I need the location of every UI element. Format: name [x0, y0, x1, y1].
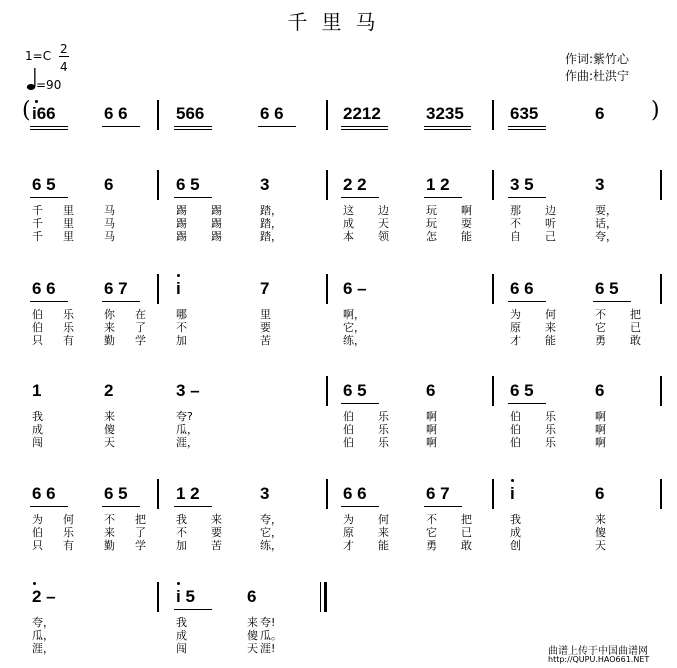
note-group: 6 5 — [510, 381, 534, 400]
lyric-syllable: 成 — [510, 526, 521, 539]
site-credit-line2: http://QUPU.HAO661.NET — [548, 655, 650, 664]
bar-line — [660, 376, 662, 406]
bar-line — [157, 170, 159, 200]
eighth-underline — [424, 197, 462, 198]
lyric-syllable: 能 — [545, 334, 556, 347]
intro-underline — [258, 126, 296, 127]
eighth-underline — [174, 197, 212, 198]
lyric-syllable: 它， — [343, 321, 365, 334]
high-octave-dot — [511, 479, 514, 482]
lyric-syllable: 瓜。 — [260, 629, 282, 642]
bar-line — [660, 170, 662, 200]
lyric-syllable: 哪 — [176, 308, 187, 321]
lyric-syllable: 成 — [176, 629, 187, 642]
lyric-syllable: 伯 — [32, 321, 43, 334]
lyric-syllable: 为 — [32, 513, 43, 526]
lyric-syllable: 能 — [461, 230, 472, 243]
note-group: 6 6 — [32, 279, 56, 298]
time-signature-bottom: 4 — [60, 60, 68, 74]
intro-note-635: 635 — [510, 104, 539, 123]
lyric-syllable: 话， — [595, 217, 617, 230]
lyric-syllable: 傻 — [104, 423, 115, 436]
intro-open-paren: ( — [22, 98, 31, 123]
bar-line — [660, 479, 662, 509]
lyric-syllable: 马 — [104, 217, 115, 230]
lyric-syllable: 来 — [545, 321, 556, 334]
lyric-syllable: 加 — [176, 334, 187, 347]
bar-line — [326, 100, 328, 130]
lyric-syllable: 这 — [343, 204, 354, 217]
high-octave-dot — [177, 582, 180, 585]
lyric-syllable: 不 — [176, 526, 187, 539]
intro-note-566: 566 — [176, 104, 205, 123]
note-group: 6 5 — [343, 381, 367, 400]
intro-underline — [30, 129, 68, 130]
song-title: 千里马 — [287, 10, 390, 34]
eighth-underline — [30, 301, 68, 302]
eighth-underline — [508, 197, 546, 198]
eighth-underline — [341, 506, 379, 507]
lyric-syllable: 啊 — [426, 423, 437, 436]
lyric-syllable: 啊 — [595, 410, 606, 423]
note-group: 3 – — [176, 381, 200, 400]
lyric-syllable: 乐 — [63, 526, 74, 539]
intro-underline — [508, 129, 546, 130]
intro-underline — [508, 126, 546, 127]
lyric-syllable: 把 — [461, 513, 472, 526]
note-group: 6 5 — [595, 279, 619, 298]
note-group: 6 — [595, 381, 605, 400]
eighth-underline — [30, 506, 68, 507]
lyric-syllable: 里 — [260, 308, 271, 321]
lyric-syllable: 了 — [135, 526, 146, 539]
lyric-syllable: 乐 — [545, 423, 556, 436]
intro-underline — [424, 126, 471, 127]
bar-line — [492, 274, 494, 304]
eighth-underline — [593, 301, 631, 302]
lyric-syllable: 不 — [176, 321, 187, 334]
lyric-syllable: 踢 — [211, 217, 222, 230]
lyric-syllable: 里 — [63, 230, 74, 243]
lyric-syllable: 里 — [63, 204, 74, 217]
lyric-syllable: 踏， — [260, 217, 282, 230]
note-group: 3 — [260, 175, 270, 194]
lyric-syllable: 马 — [104, 204, 115, 217]
lyric-syllable: 我 — [510, 513, 521, 526]
lyric-syllable: 来 — [104, 410, 115, 423]
key-signature: 1=C — [25, 49, 52, 63]
lyric-syllable: 伯 — [32, 308, 43, 321]
lyric-syllable: 有 — [63, 334, 74, 347]
lyric-syllable: 创 — [510, 539, 521, 552]
bar-line — [157, 479, 159, 509]
lyricist-credit: 作词:紫竹心 — [565, 52, 630, 66]
lyric-syllable: 把 — [135, 513, 146, 526]
lyric-syllable: 傻 — [247, 629, 258, 642]
note-group: 1 2 — [426, 175, 450, 194]
lyric-syllable: 耍 — [461, 217, 472, 230]
note-group: 6 6 — [32, 484, 56, 503]
lyric-syllable: 成 — [343, 217, 354, 230]
note-group: 6 7 — [426, 484, 450, 503]
lyric-syllable: 来 — [378, 526, 389, 539]
note-group: 6 5 — [104, 484, 128, 503]
lyric-syllable: 我 — [176, 616, 187, 629]
intro-underline — [30, 126, 68, 127]
lyric-syllable: 乐 — [545, 410, 556, 423]
lyric-syllable: 乐 — [378, 436, 389, 449]
lyric-syllable: 啊， — [343, 308, 365, 321]
eighth-underline — [341, 197, 379, 198]
lyric-syllable: 已 — [461, 526, 472, 539]
note-group: i — [176, 279, 181, 298]
lyric-syllable: 啊 — [426, 410, 437, 423]
bar-line — [157, 274, 159, 304]
lyric-syllable: 本 — [343, 230, 354, 243]
lyric-syllable: 伯 — [32, 526, 43, 539]
lyric-syllable: 敢 — [630, 334, 641, 347]
lyric-syllable: 夸， — [32, 616, 54, 629]
lyric-syllable: 边 — [378, 204, 389, 217]
eighth-underline — [508, 301, 546, 302]
intro-underline — [341, 126, 388, 127]
note-group: i — [510, 484, 515, 503]
lyric-syllable: 啊 — [595, 423, 606, 436]
final-barline-thin — [320, 582, 321, 612]
lyric-syllable: 要 — [211, 526, 222, 539]
lyric-syllable: 乐 — [545, 436, 556, 449]
lyric-syllable: 夸! — [260, 616, 276, 629]
lyric-syllable: 要 — [260, 321, 271, 334]
bar-line — [492, 479, 494, 509]
lyric-syllable: 何 — [545, 308, 556, 321]
lyric-syllable: 了 — [135, 321, 146, 334]
intro-note-6-6b: 6 6 — [260, 104, 284, 123]
lyric-syllable: 苦 — [260, 334, 271, 347]
lyric-syllable: 踢 — [211, 204, 222, 217]
lyric-syllable: 为 — [510, 308, 521, 321]
lyric-syllable: 在 — [135, 308, 146, 321]
time-signature-top: 2 — [60, 42, 68, 56]
lyric-syllable: 千 — [32, 204, 43, 217]
note-group: 6 — [595, 484, 605, 503]
lyric-syllable: 千 — [32, 230, 43, 243]
lyric-syllable: 自 — [510, 230, 521, 243]
note-group: 2 – — [32, 587, 56, 606]
lyric-syllable: 才 — [343, 539, 354, 552]
lyric-syllable: 不 — [510, 217, 521, 230]
lyric-syllable: 踢 — [176, 204, 187, 217]
lyric-syllable: 乐 — [63, 308, 74, 321]
lyric-syllable: 勇 — [595, 334, 606, 347]
lyric-syllable: 不 — [104, 513, 115, 526]
lyric-syllable: 踏， — [260, 230, 282, 243]
note-group: 7 — [260, 279, 270, 298]
lyric-syllable: 来 — [595, 513, 606, 526]
bar-line — [492, 100, 494, 130]
bar-line — [326, 274, 328, 304]
lyric-syllable: 学 — [135, 539, 146, 552]
intro-high-dot — [35, 100, 38, 103]
lyric-syllable: 啊 — [595, 436, 606, 449]
lyric-syllable: 有 — [63, 539, 74, 552]
lyric-syllable: 乐 — [378, 423, 389, 436]
lyric-syllable: 加 — [176, 539, 187, 552]
intro-underline — [102, 126, 140, 127]
lyric-syllable: 天 — [595, 539, 606, 552]
intro-underline — [174, 126, 212, 127]
final-barline-thick — [324, 582, 327, 612]
lyric-syllable: 天 — [247, 642, 258, 655]
lyric-syllable: 啊 — [461, 204, 472, 217]
lyric-syllable: 夸， — [595, 230, 617, 243]
intro-note-i66: i66 — [32, 104, 56, 123]
lyric-syllable: 成 — [32, 423, 43, 436]
lyric-syllable: 来 — [211, 513, 222, 526]
bar-line — [157, 582, 159, 612]
note-group: 6 5 — [32, 175, 56, 194]
lyric-syllable: 闯 — [176, 642, 187, 655]
lyric-syllable: 勤 — [104, 334, 115, 347]
lyric-syllable: 瓜， — [176, 423, 198, 436]
lyric-syllable: 领 — [378, 230, 389, 243]
lyric-syllable: 涯， — [32, 642, 54, 655]
lyric-syllable: 我 — [176, 513, 187, 526]
lyric-syllable: 马 — [104, 230, 115, 243]
lyric-syllable: 它 — [595, 321, 606, 334]
lyric-syllable: 怎 — [426, 230, 437, 243]
lyric-syllable: 己 — [545, 230, 556, 243]
bar-line — [326, 170, 328, 200]
lyric-syllable: 天 — [104, 436, 115, 449]
lyric-syllable: 那 — [510, 204, 521, 217]
lyric-syllable: 傻 — [595, 526, 606, 539]
lyric-syllable: 玩 — [426, 204, 437, 217]
bar-line — [157, 100, 159, 130]
intro-note-3235: 3235 — [426, 104, 464, 123]
lyric-syllable: 能 — [378, 539, 389, 552]
eighth-underline — [174, 506, 212, 507]
lyric-syllable: 伯 — [343, 423, 354, 436]
lyric-syllable: 伯 — [343, 436, 354, 449]
lyric-syllable: 玩 — [426, 217, 437, 230]
lyric-syllable: 踏， — [260, 204, 282, 217]
eighth-underline — [102, 506, 140, 507]
lyric-syllable: 练， — [260, 539, 282, 552]
site-credit-line1: 曲谱上传于中国曲谱网 — [548, 646, 648, 657]
intro-note-2212: 2212 — [343, 104, 381, 123]
lyric-syllable: 闯 — [32, 436, 43, 449]
lyric-syllable: 千 — [32, 217, 43, 230]
lyric-syllable: 伯 — [343, 410, 354, 423]
lyric-syllable: 它 — [426, 526, 437, 539]
lyric-syllable: 不 — [595, 308, 606, 321]
intro-close-paren: ) — [651, 98, 660, 123]
intro-underline — [341, 129, 388, 130]
lyric-syllable: 啊 — [426, 436, 437, 449]
lyric-syllable: 勇 — [426, 539, 437, 552]
note-group: 6 — [426, 381, 436, 400]
lyric-syllable: 耍， — [595, 204, 617, 217]
lyric-syllable: 不 — [426, 513, 437, 526]
note-group: 6 5 — [176, 175, 200, 194]
lyric-syllable: 踢 — [211, 230, 222, 243]
note-group: 3 5 — [510, 175, 534, 194]
note-group: 2 — [104, 381, 114, 400]
eighth-underline — [102, 301, 140, 302]
lyric-syllable: 伯 — [510, 423, 521, 436]
eighth-underline — [508, 403, 546, 404]
lyric-syllable: 涯， — [176, 436, 198, 449]
lyric-syllable: 只 — [32, 539, 43, 552]
lyric-syllable: 涯! — [260, 642, 276, 655]
intro-underline — [424, 129, 471, 130]
note-group: 6 – — [343, 279, 367, 298]
lyric-syllable: 为 — [343, 513, 354, 526]
lyric-syllable: 夸? — [176, 410, 193, 423]
note-group: 2 2 — [343, 175, 367, 194]
lyric-syllable: 何 — [63, 513, 74, 526]
intro-note-6-6a: 6 6 — [104, 104, 128, 123]
time-signature-line — [59, 56, 69, 57]
intro-note-6: 6 — [595, 104, 605, 123]
lyric-syllable: 天 — [378, 217, 389, 230]
lyric-syllable: 乐 — [63, 321, 74, 334]
lyric-syllable: 我 — [32, 410, 43, 423]
tempo-marking: =90 — [36, 78, 62, 92]
note-group: 6 7 — [104, 279, 128, 298]
lyric-syllable: 里 — [63, 217, 74, 230]
lyric-syllable: 夸， — [260, 513, 282, 526]
high-octave-dot — [177, 274, 180, 277]
lyric-syllable: 边 — [545, 204, 556, 217]
eighth-underline — [174, 609, 212, 610]
lyric-syllable: 来 — [104, 526, 115, 539]
eighth-underline — [30, 197, 68, 198]
note-group: 6 — [247, 587, 257, 606]
lyric-syllable: 你 — [104, 308, 115, 321]
bar-line — [326, 376, 328, 406]
lyric-syllable: 踢 — [176, 230, 187, 243]
lyric-syllable: 已 — [630, 321, 641, 334]
bar-line — [492, 376, 494, 406]
lyric-syllable: 学 — [135, 334, 146, 347]
note-group: 1 2 — [176, 484, 200, 503]
note-group: 6 6 — [343, 484, 367, 503]
lyric-syllable: 来 — [104, 321, 115, 334]
intro-underline — [174, 129, 212, 130]
lyric-syllable: 伯 — [510, 436, 521, 449]
lyric-syllable: 勤 — [104, 539, 115, 552]
lyric-syllable: 原 — [510, 321, 521, 334]
note-group: 6 — [104, 175, 114, 194]
eighth-underline — [341, 403, 379, 404]
lyric-syllable: 伯 — [510, 410, 521, 423]
lyric-syllable: 踢 — [176, 217, 187, 230]
lyric-syllable: 只 — [32, 334, 43, 347]
lyric-syllable: 把 — [630, 308, 641, 321]
lyric-syllable: 敢 — [461, 539, 472, 552]
lyric-syllable: 听 — [545, 217, 556, 230]
note-group: i 5 — [176, 587, 195, 606]
lyric-syllable: 练， — [343, 334, 365, 347]
bar-line — [326, 479, 328, 509]
lyric-syllable: 来 — [247, 616, 258, 629]
lyric-syllable: 原 — [343, 526, 354, 539]
lyric-syllable: 它， — [260, 526, 282, 539]
lyric-syllable: 苦 — [211, 539, 222, 552]
lyric-syllable: 才 — [510, 334, 521, 347]
bar-line — [660, 274, 662, 304]
note-group: 1 — [32, 381, 42, 400]
eighth-underline — [424, 506, 462, 507]
composer-credit: 作曲:杜洪宁 — [565, 69, 630, 83]
note-group: 6 6 — [510, 279, 534, 298]
note-group: 3 — [595, 175, 605, 194]
high-octave-dot — [33, 582, 36, 585]
lyric-syllable: 乐 — [378, 410, 389, 423]
lyric-syllable: 瓜， — [32, 629, 54, 642]
bar-line — [492, 170, 494, 200]
note-group: 3 — [260, 484, 270, 503]
lyric-syllable: 何 — [378, 513, 389, 526]
